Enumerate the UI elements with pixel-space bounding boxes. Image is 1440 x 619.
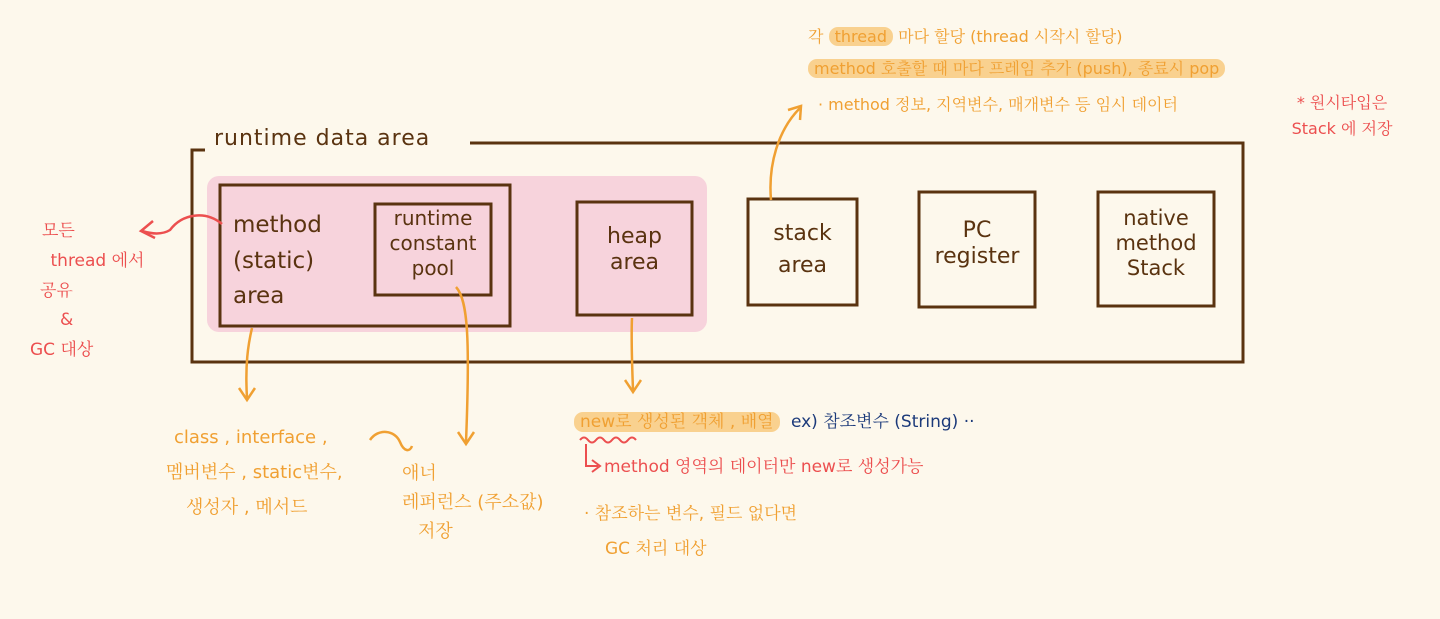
constant-pool-label-line3: pool [411,256,455,280]
heap-area-label-line1: heap [607,224,662,249]
native-method-stack-label-line2: method [1115,231,1197,256]
method-area-label-line1: method [233,212,322,238]
shared-note-line1: 모든 [42,221,75,241]
shared-note [30,217,165,366]
stack-area-label-line2: area [777,252,828,278]
pc-register-label-line1: PC [962,218,992,243]
constant-pool-label-line2: constant [389,231,477,255]
pc-register-label [921,218,1033,271]
stack-note-line1 [808,28,1123,46]
new-wavy-underline [580,438,636,443]
stack-area-label [750,218,855,282]
heap-note-line1 [574,413,975,433]
stack-note-line3: · method 정보, 지역변수, 매개변수 등 임시 데이터 [818,95,1178,114]
method-area-note-line1: class , interface , [174,427,328,448]
method-area-note-line2: 멤버변수 , static변수, [166,462,343,484]
stack-note-line1-prefix: 각 [808,27,824,46]
shared-note-line5: GC 대상 [30,340,94,360]
heap-note-highlight: new로 생성된 객체 , 배열 [574,412,780,432]
diagram-title: runtime data area [210,126,434,151]
native-method-stack-label [1100,206,1212,282]
stack-note-line2-highlight: method 호출할 때 마다 프레임 추가 (push), 종료시 pop [808,59,1225,78]
heap-area-label [579,224,690,277]
primitive-note-line2: Stack 에 저장 [1291,118,1393,138]
heap-note-line4: GC 처리 대상 [605,539,707,559]
constant-pool-note-line1: 애너 [402,463,437,484]
pc-register-label-line2: register [934,244,1020,270]
constant-pool-label-line1: runtime [393,206,473,230]
heap-area-label-line2: area [609,250,660,276]
native-method-stack-label-line1: native [1123,206,1189,230]
constant-pool-note [402,460,543,546]
shared-note-line3: 공유 [40,280,73,301]
constant-pool-note-line2: 레퍼런스 (주소값) [402,491,544,513]
native-method-stack-label-line3: Stack [1126,256,1186,281]
stack-area-label-line1: stack [773,221,832,246]
method-area-label [233,208,322,315]
stack-note-line2 [808,60,1225,78]
heap-note-line2: method 영역의 데이터만 new로 생성가능 [604,457,924,477]
method-area-note-line3: 생성자 , 메서드 [186,497,308,519]
stack-note-thread-highlight: thread [829,27,893,46]
primitive-note-line1: * 원시타입은 [1296,93,1388,112]
method-area-label-line3: area [233,283,285,310]
stack-note-line1-rest: 마다 할당 (thread 시작시 할당) [898,27,1123,46]
primitive-note [1262,90,1422,141]
method-area-label-line2: (static) [233,247,315,274]
heap-note-example: ex) 참조변수 (String) ·· [790,412,975,432]
heap-note-line3: · 참조하는 변수, 필드 없다면 [584,504,798,524]
constant-pool-label [377,206,489,281]
shared-note-line2: thread 에서 [50,250,145,271]
shared-note-line4: & [60,310,74,331]
stack-arrow [770,108,800,200]
connector-squiggle [370,432,412,450]
method-area-note [166,420,343,525]
constant-pool-note-line3: 저장 [418,520,453,542]
heap-arrow [632,318,633,390]
